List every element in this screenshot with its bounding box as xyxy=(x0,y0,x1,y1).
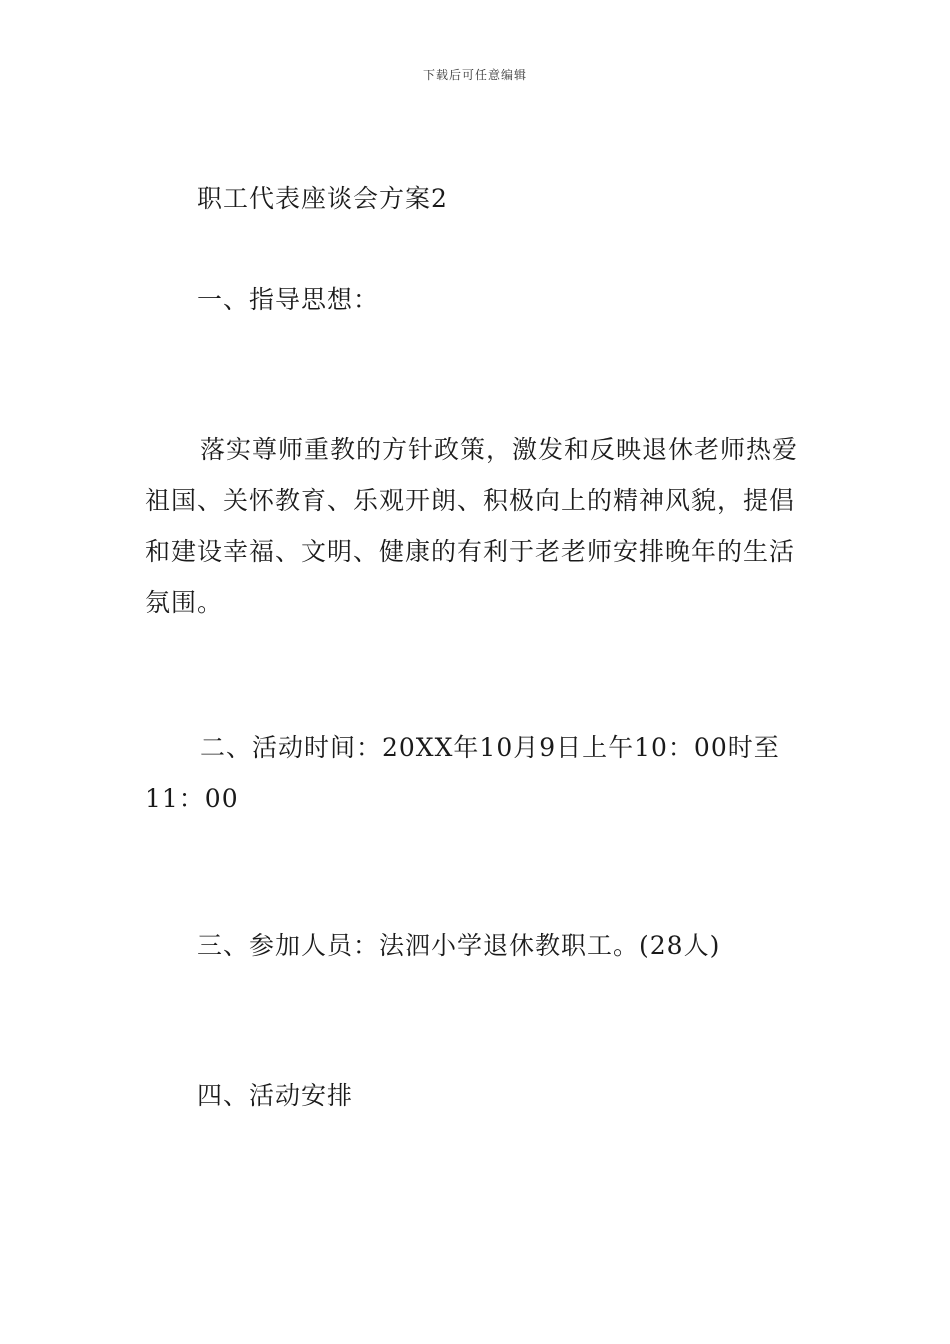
section3-text: 三、参加人员：法泗小学退休教职工。(28人) xyxy=(197,931,721,960)
section4-heading: 四、活动安排 xyxy=(197,1081,354,1110)
document-title: 职工代表座谈会方案2 xyxy=(197,184,448,213)
header-note: 下载后可任意编辑 xyxy=(422,68,527,82)
section2-paragraph xyxy=(145,722,810,824)
section1-heading: 一、指导思想： xyxy=(197,285,380,314)
paragraph-line: 二、活动时间：20XX年10月9日上午10：00时至 xyxy=(200,733,780,762)
paragraph-line: 祖国、关怀教育、乐观开朗、积极向上的精神风貌，提倡 xyxy=(145,486,796,515)
paragraph-line: 氛围。 xyxy=(145,588,224,617)
paragraph-line: 11：00 xyxy=(145,784,239,813)
paragraph-line: 落实尊师重教的方针政策，激发和反映退休老师热爱 xyxy=(200,435,799,464)
paragraph-line: 和建设幸福、文明、健康的有利于老老师安排晚年的生活 xyxy=(145,537,796,566)
section1-paragraph xyxy=(145,424,810,628)
